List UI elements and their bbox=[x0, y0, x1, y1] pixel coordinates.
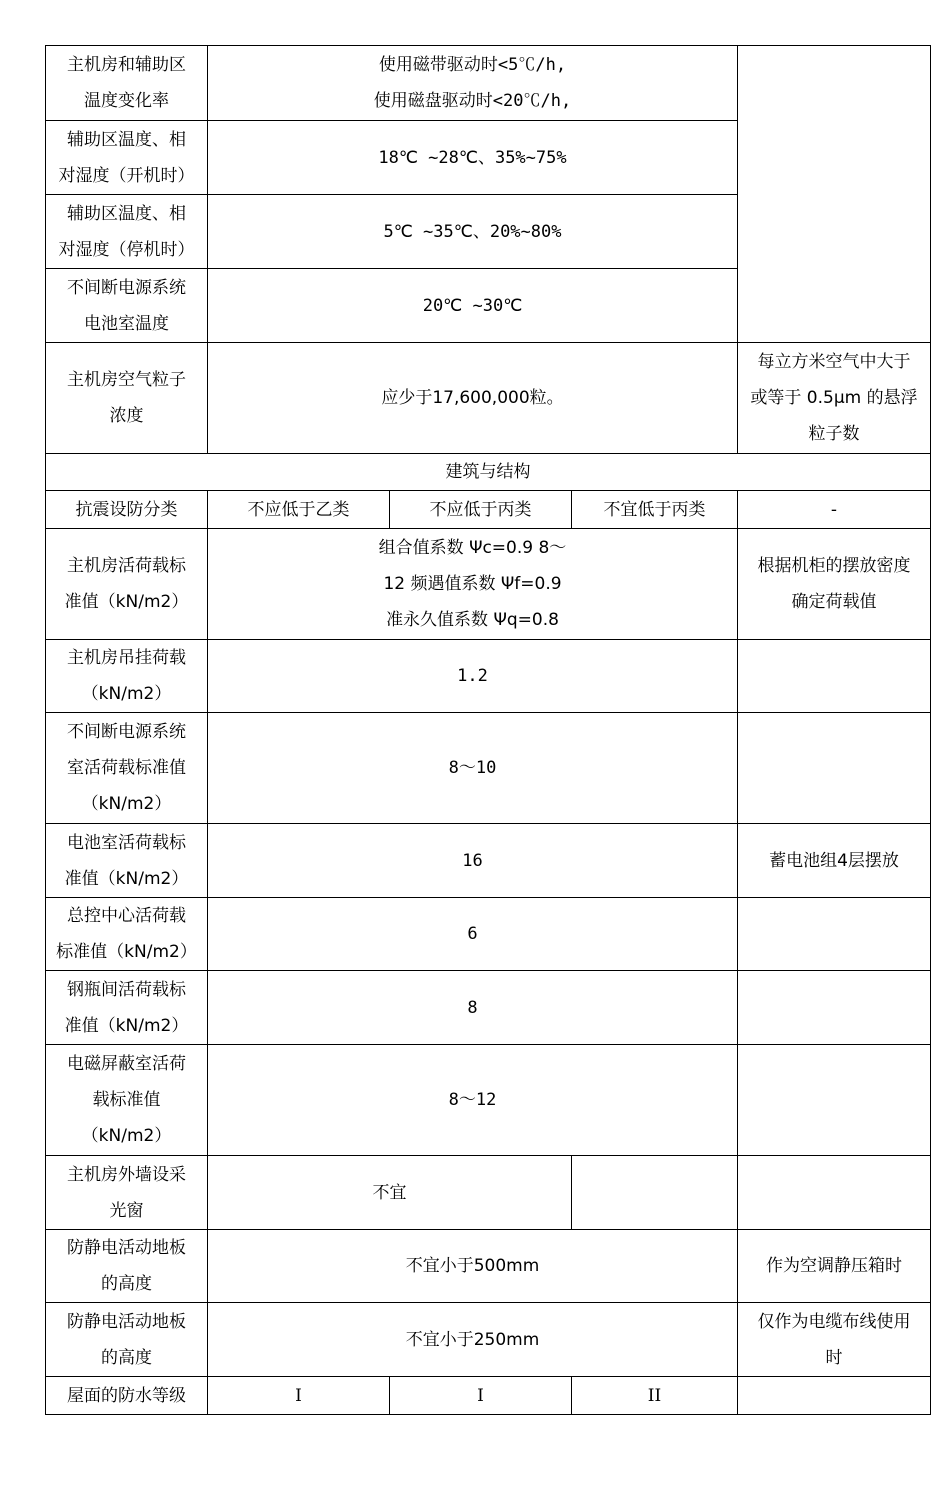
section-heading-building: 建筑与结构 bbox=[46, 454, 931, 491]
shield-room-load-value: 8～12 bbox=[208, 1045, 738, 1156]
table-row bbox=[46, 971, 931, 1045]
live-load-note: 根据机柜的摆放密度 确定荷载值 bbox=[738, 529, 931, 640]
empty-note-cell bbox=[738, 898, 931, 971]
seismic-class-c: 不宜低于丙类 bbox=[572, 491, 738, 529]
row-label-seismic: 抗震设防分类 bbox=[46, 491, 208, 529]
row-label-control-center-load: 总控中心活荷载 标准值（kN/m2） bbox=[46, 898, 208, 971]
table-row bbox=[46, 343, 931, 454]
row-label-hanging-load: 主机房吊挂荷载 （kN/m2） bbox=[46, 640, 208, 713]
floor-500-value: 不宜小于500mm bbox=[208, 1230, 738, 1303]
empty-note-cell bbox=[738, 1156, 931, 1230]
row-label-waterproof: 屋面的防水等级 bbox=[46, 1377, 208, 1415]
row-label-aux-off: 辅助区温度、相 对湿度（停机时） bbox=[46, 195, 208, 269]
temp-change-value: 使用磁带驱动时<5℃/h, 使用磁盘驱动时<20℃/h, bbox=[208, 46, 738, 121]
cylinder-room-load-value: 8 bbox=[208, 971, 738, 1045]
row-label-floor-500: 防静电活动地板 的高度 bbox=[46, 1230, 208, 1303]
battery-room-load-note: 蓄电池组4层摆放 bbox=[738, 824, 931, 898]
table-row bbox=[46, 898, 931, 971]
table-row bbox=[46, 640, 931, 713]
aux-on-value: 18℃ ~28℃、35%~75% bbox=[208, 121, 738, 195]
row-label-ups-battery-temp: 不间断电源系统 电池室温度 bbox=[46, 269, 208, 343]
empty-cell bbox=[572, 1156, 738, 1230]
empty-note-cell bbox=[738, 1377, 931, 1415]
row-label-particle: 主机房空气粒子 浓度 bbox=[46, 343, 208, 454]
table-row bbox=[46, 1303, 931, 1377]
control-center-load-value: 6 bbox=[208, 898, 738, 971]
row-label-temp-change: 主机房和辅助区 温度变化率 bbox=[46, 46, 208, 121]
section-row bbox=[46, 454, 931, 491]
row-label-daylight-window: 主机房外墙设采 光窗 bbox=[46, 1156, 208, 1230]
empty-note-cell bbox=[738, 46, 931, 343]
empty-note-cell bbox=[738, 971, 931, 1045]
row-label-battery-room-load: 电池室活荷载标 准值（kN/m2） bbox=[46, 824, 208, 898]
row-label-floor-250: 防静电活动地板 的高度 bbox=[46, 1303, 208, 1377]
row-label-ups-room-load: 不间断电源系统 室活荷载标准值 （kN/m2） bbox=[46, 713, 208, 824]
table-row bbox=[46, 1377, 931, 1415]
waterproof-grade-b: I bbox=[390, 1377, 572, 1415]
particle-note: 每立方米空气中大于 或等于 0.5μm 的悬浮 粒子数 bbox=[738, 343, 931, 454]
seismic-class-a: 不应低于乙类 bbox=[208, 491, 390, 529]
floor-500-note: 作为空调静压箱时 bbox=[738, 1230, 931, 1303]
daylight-window-value: 不宜 bbox=[208, 1156, 572, 1230]
table-row bbox=[46, 1045, 931, 1156]
empty-note-cell bbox=[738, 713, 931, 824]
table-row bbox=[46, 491, 931, 529]
row-label-live-load: 主机房活荷载标 准值（kN/m2） bbox=[46, 529, 208, 640]
particle-value: 应少于17,600,000粒。 bbox=[208, 343, 738, 454]
live-load-value: 组合值系数 Ψc=0.9 8～ 12 频遇值系数 Ψf=0.9 准永久值系数 Ψq=0.8 bbox=[208, 529, 738, 640]
floor-250-value: 不宜小于250mm bbox=[208, 1303, 738, 1377]
table-row bbox=[46, 824, 931, 898]
battery-room-load-value: 16 bbox=[208, 824, 738, 898]
table-row bbox=[46, 46, 931, 121]
seismic-note: - bbox=[738, 491, 931, 529]
requirements-table bbox=[45, 45, 931, 1415]
ups-room-load-value: 8～10 bbox=[208, 713, 738, 824]
table-row bbox=[46, 529, 931, 640]
waterproof-grade-a: I bbox=[208, 1377, 390, 1415]
seismic-class-b: 不应低于丙类 bbox=[390, 491, 572, 529]
row-label-cylinder-room-load: 钢瓶间活荷载标 准值（kN/m2） bbox=[46, 971, 208, 1045]
table-row bbox=[46, 1156, 931, 1230]
empty-note-cell bbox=[738, 640, 931, 713]
empty-note-cell bbox=[738, 1045, 931, 1156]
ups-battery-temp-value: 20℃ ~30℃ bbox=[208, 269, 738, 343]
row-label-aux-on: 辅助区温度、相 对湿度（开机时） bbox=[46, 121, 208, 195]
aux-off-value: 5℃ ~35℃、20%~80% bbox=[208, 195, 738, 269]
table-row bbox=[46, 713, 931, 824]
hanging-load-value: 1.2 bbox=[208, 640, 738, 713]
floor-250-note: 仅作为电缆布线使用 时 bbox=[738, 1303, 931, 1377]
row-label-shield-room-load: 电磁屏蔽室活荷 载标准值 （kN/m2） bbox=[46, 1045, 208, 1156]
waterproof-grade-c: II bbox=[572, 1377, 738, 1415]
table-row bbox=[46, 1230, 931, 1303]
